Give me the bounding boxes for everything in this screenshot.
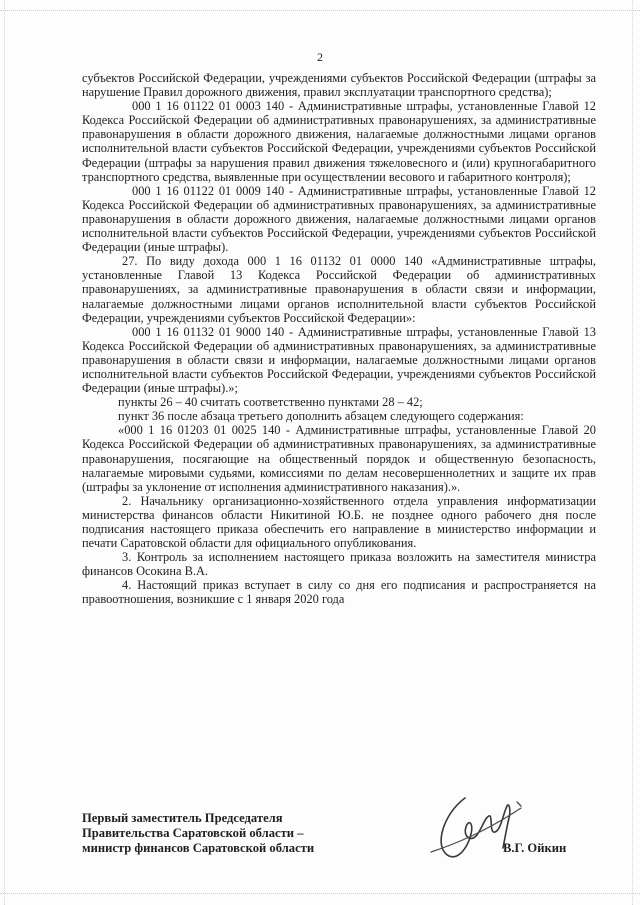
paragraph-item-4: 4. Настоящий приказ вступает в силу со дня его подписания и распространяется на правоотношения, возникшие с 1 января 2020 года bbox=[82, 578, 596, 607]
paragraph-item-3: 3. Контроль за исполнением настоящего приказа возложить на заместителя министра финансов Осокина В.А. bbox=[82, 550, 596, 579]
scan-edge-left bbox=[4, 0, 5, 905]
paragraph-code-9000: 000 1 16 01132 01 9000 140 - Административные штрафы, установленные Главой 13 Кодекса Российской Федерации об административных правонарушениях, за административные правонарушения в области связи и информации, налагаемые должностными лицами органов исполнительной власти субъектов Российской Федерации, учреждениями субъектов Российской Федерации (иные штрафы).»; bbox=[82, 324, 596, 396]
paragraph-renumber: пункты 26 – 40 считать соответственно пунктами 28 – 42; bbox=[118, 395, 423, 410]
paragraph-code-0025: «000 1 16 01203 01 0025 140 - Административные штрафы, установленные Главой 20 Кодекса Российской Федерации об административных правонарушениях, за административные правонарушения, посягающие на общественный порядок и общественную безопасность, налагаемые мировыми судьями, комиссиями по делам несовершеннолетних и защите их прав (штрафы за уклонение от исполнения административного наказания).». bbox=[82, 423, 596, 494]
paragraph-code-0003: 000 1 16 01122 01 0003 140 - Административные штрафы, установленные Главой 12 Кодекса Российской Федерации об административных правонарушениях, за административные правонарушения в области дорожного движения, налагаемые должностными лицами органов исполнительной власти субъектов Российской Федерации, учреждениями субъектов Российской Федерации (штрафы за нарушения правил движения тяжеловесного и (или) крупногабаритного транспортного средства, выявленные при осуществлении весового и габаритного контроля); bbox=[82, 99, 596, 184]
page-number: 2 bbox=[317, 50, 323, 64]
paragraph-item-27: 27. По виду дохода 000 1 16 01132 01 0000 140 «Административные штрафы, установленные Главой 13 Кодекса Российской Федерации об административных правонарушениях, за административные правонарушения в области связи и информации, налагаемые должностными лицами органов исполнительной власти субъектов Российской Федерации, учреждениями субъектов Российской Федерации»: bbox=[82, 254, 596, 325]
paragraph-point-36: пункт 36 после абзаца третьего дополнить абзацем следующего содержания: bbox=[118, 409, 524, 424]
document-body bbox=[82, 71, 596, 607]
signatory-line-3: министр финансов Саратовской области bbox=[82, 841, 315, 855]
signatory-name: В.Г. Ойкин bbox=[503, 841, 567, 855]
paragraph-item-2: 2. Начальнику организационно-хозяйственного отдела управления информатизации министерства финансов области Никитиной Ю.Б. не позднее одного рабочего дня после подписания настоящего приказа обеспечить его направление в министерство информации и печати Саратовской области для официального опубликования. bbox=[82, 493, 596, 551]
signatory-line-2: Правительства Саратовской области – bbox=[82, 826, 304, 840]
scan-edge-bottom bbox=[0, 893, 640, 894]
signatory-position bbox=[82, 811, 422, 856]
scan-edge-top bbox=[0, 10, 640, 11]
paragraph-code-0009: 000 1 16 01122 01 0009 140 - Административные штрафы, установленные Главой 12 Кодекса Российской Федерации об административных правонарушениях, за административные правонарушения в области дорожного движения, налагаемые должностными лицами органов исполнительной власти субъектов Российской Федерации, учреждениями субъектов Российской Федерации (иные штрафы). bbox=[82, 183, 596, 255]
paragraph-continuation: субъектов Российской Федерации, учреждениями субъектов Российской Федерации (штрафы за нарушение Правил дорожного движения, правил эксплуатации транспортного средства); bbox=[82, 71, 596, 100]
handwritten-signature bbox=[425, 790, 535, 870]
signatory-line-1: Первый заместитель Председателя bbox=[82, 811, 283, 825]
scan-edge-right bbox=[632, 0, 633, 905]
